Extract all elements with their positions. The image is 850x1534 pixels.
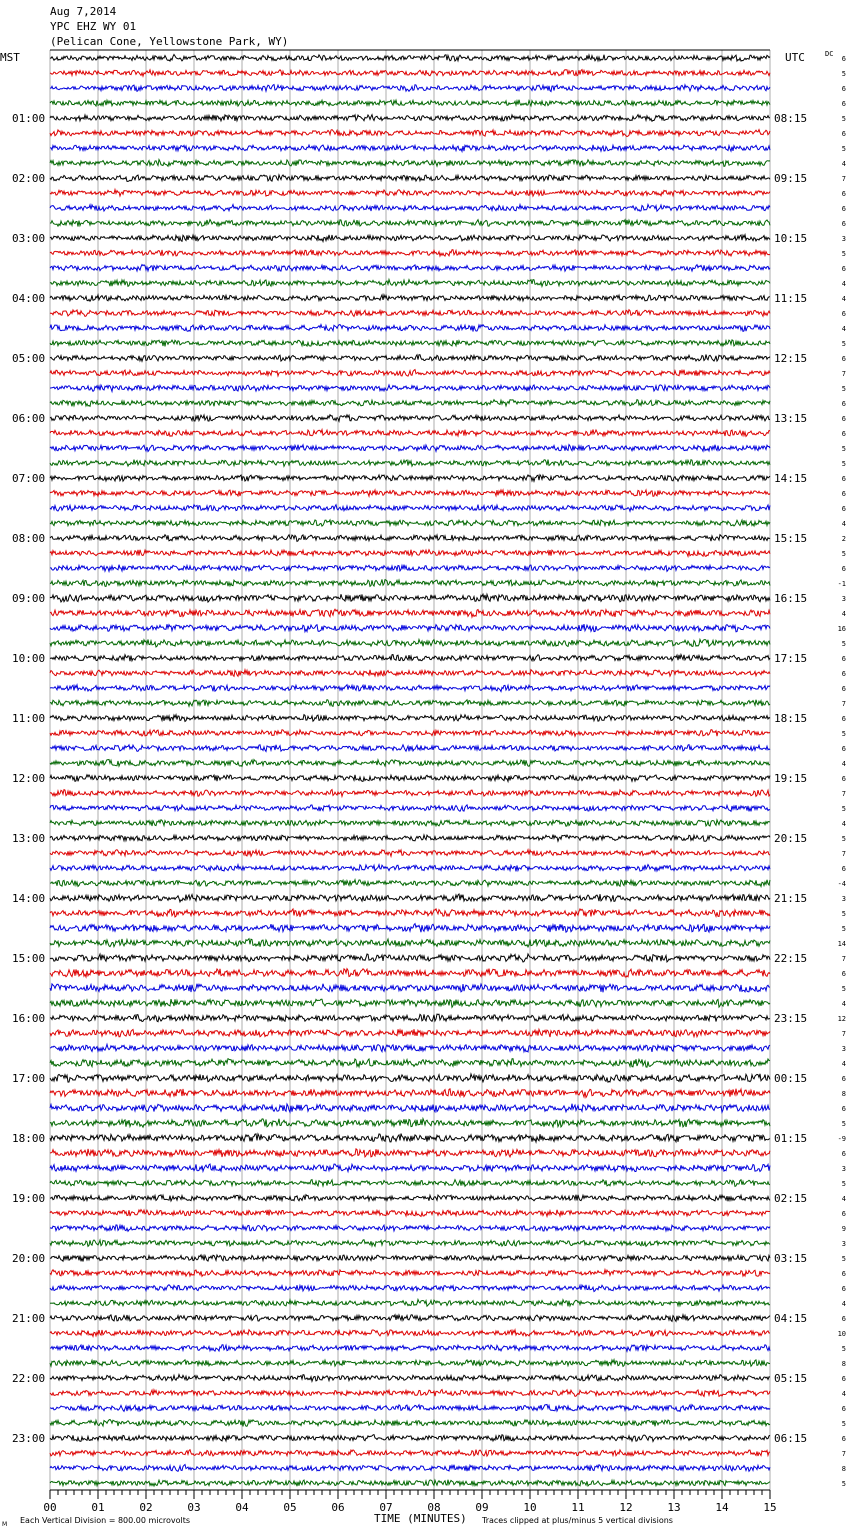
seismic-trace [50,1480,770,1487]
dc-offset-value: 9 [841,1225,846,1233]
dc-offset-value: 6 [841,1285,846,1293]
station-code: YPC EHZ WY 01 [50,20,137,33]
x-tick-label: 14 [715,1501,729,1514]
seismic-trace [50,490,770,496]
dc-offset-value: 16 [837,625,846,633]
mst-axis-label: MST [0,51,20,64]
x-axis-title: TIME (MINUTES) [374,1512,467,1525]
seismic-trace [50,609,770,617]
x-tick-label: 15 [763,1501,777,1514]
seismic-trace [50,745,770,752]
dc-offset-value: 10 [837,1330,846,1338]
seismic-trace [50,655,770,662]
dc-offset-value: 4 [841,325,846,333]
dc-offset-value: 6 [841,670,846,678]
mst-hour-label: 04:00 [12,292,46,305]
dc-offset-value: 5 [841,805,846,813]
dc-offset-value: 6 [841,565,846,573]
seismic-trace [50,790,770,797]
dc-offset-value: 6 [841,400,846,408]
seismic-trace [50,1089,770,1098]
mst-hour-label: 10:00 [12,652,46,665]
dc-offset-value: 3 [841,1240,846,1248]
dc-offset-value: 5 [841,115,846,123]
seismic-traces [50,55,770,1487]
dc-offset-value: 5 [841,460,846,468]
chart-date: Aug 7,2014 [50,5,117,18]
vertical-division-note: Each Vertical Division = 800.00 microvolts [20,1516,191,1525]
dc-offset-value: 6 [841,355,846,363]
dc-offset-value: 6 [841,1105,846,1113]
seismic-trace [50,385,770,392]
dc-offset-value: 5 [841,445,846,453]
dc-offset-value: 4 [841,295,846,303]
mst-hour-label: 09:00 [12,592,46,605]
seismic-trace [50,954,770,962]
dc-offset-value: 6 [841,1150,846,1158]
seismic-trace [50,1270,770,1277]
seismic-trace [50,1315,770,1322]
mst-hour-label: 22:00 [12,1372,46,1385]
utc-hour-label: 10:15 [774,232,808,245]
seismic-trace [50,400,770,407]
dc-offset-value: 7 [841,1450,846,1458]
dc-offset-value: 6 [841,85,846,93]
dc-offset-value: 5 [841,385,846,393]
seismic-trace [50,1240,770,1247]
mst-hour-label: 11:00 [12,712,46,725]
dc-offset-value: 4 [841,160,846,168]
dc-offset-value: 5 [841,145,846,153]
seismic-trace [50,1435,770,1442]
mst-hour-label: 17:00 [12,1072,46,1085]
seismic-trace [50,190,770,197]
seismic-trace [50,865,770,872]
dc-offset-value: 5 [841,1255,846,1263]
dc-offset-value: 3 [841,1045,846,1053]
seismic-trace [50,430,770,437]
utc-hour-label: 01:15 [774,1132,808,1145]
x-tick-label: 09 [475,1501,489,1514]
utc-hour-label: 14:15 [774,472,808,485]
seismic-trace [50,280,770,287]
dc-offset-value: 6 [841,265,846,273]
dc-offset-value: 3 [841,1165,846,1173]
x-tick-label: 02 [139,1501,153,1514]
seismic-trace [50,715,770,722]
seismic-trace [50,939,770,947]
seismic-trace [50,1285,770,1292]
utc-hour-label: 11:15 [774,292,808,305]
dc-offset-value: 7 [841,790,846,798]
dc-offset-value: -4 [837,880,846,888]
time-axis [43,1490,776,1514]
seismic-trace [50,1255,770,1262]
seismic-trace [50,115,770,122]
utc-hour-label: 05:15 [774,1372,808,1385]
seismic-trace [50,730,770,737]
dc-offset-value: 3 [841,235,846,243]
seismic-trace [50,1119,770,1128]
mst-hour-label: 05:00 [12,352,46,365]
mst-hour-label: 02:00 [12,172,46,185]
x-tick-label: 11 [571,1501,585,1514]
seismic-trace [50,100,770,106]
mst-hour-label: 01:00 [12,112,46,125]
dc-offset-value: 7 [841,850,846,858]
seismic-trace [50,1044,770,1052]
seismic-trace [50,1450,770,1457]
seismic-trace [50,325,770,332]
seismic-trace [50,550,770,557]
mst-hour-label: 06:00 [12,412,46,425]
seismic-trace [50,850,770,857]
seismic-trace [50,924,770,933]
dc-offset-value: 8 [841,1090,846,1098]
seismic-trace [50,894,770,902]
x-tick-label: 05 [283,1501,297,1514]
seismic-trace [50,805,770,812]
seismic-trace [50,685,770,692]
dc-offset-value: 7 [841,1030,846,1038]
seismic-trace [50,535,770,542]
dc-offset-value: 5 [841,1480,846,1488]
dc-offset-value: 6 [841,1405,846,1413]
dc-offset-value: 5 [841,1120,846,1128]
dc-offset-value: 4 [841,610,846,618]
seismic-trace [50,594,770,602]
dc-offset-value: 5 [841,550,846,558]
seismic-trace [50,624,770,632]
seismic-trace [50,70,770,77]
x-tick-label: 03 [187,1501,201,1514]
seismic-trace [50,220,770,227]
x-tick-label: 00 [43,1501,57,1514]
seismic-trace [50,880,770,887]
utc-hour-label: 23:15 [774,1012,808,1025]
dc-offset-value: 4 [841,760,846,768]
dc-offset-value: 6 [841,775,846,783]
dc-offset-value: 6 [841,1375,846,1383]
seismic-trace [50,340,770,347]
seismic-trace [50,235,770,242]
seismic-trace [50,1465,770,1472]
seismic-trace [50,640,770,648]
seismic-trace [50,1134,770,1142]
seismic-trace [50,1210,770,1217]
seismic-trace [50,1195,770,1202]
clipping-note: Traces clipped at plus/minus 5 vertical divisions [482,1516,673,1525]
x-tick-label: 01 [91,1501,105,1514]
x-tick-label: 13 [667,1501,681,1514]
dc-offset-value: 6 [841,220,846,228]
seismic-trace [50,145,770,152]
mst-hour-label: 23:00 [12,1432,46,1445]
dc-offset-value: 6 [841,100,846,108]
mst-hour-label: 14:00 [12,892,46,905]
dc-offset-value: 5 [841,340,846,348]
dc-offset-value: -1 [837,580,846,588]
dc-offset-value: 5 [841,925,846,933]
dc-offset-value: 4 [841,520,846,528]
dc-offset-value: 6 [841,475,846,483]
seismic-trace [50,1104,770,1113]
x-tick-label: 10 [523,1501,537,1514]
dc-offset-value: 3 [841,595,846,603]
seismic-trace [50,1345,770,1351]
dc-offset-value: 5 [841,1180,846,1188]
dc-offset-value: 4 [841,1000,846,1008]
seismic-trace [50,1300,770,1307]
dc-offset-value: 6 [841,415,846,423]
utc-hour-label: 12:15 [774,352,808,365]
seismic-trace [50,670,770,677]
seismic-trace [50,1360,770,1367]
x-tick-label: 04 [235,1501,249,1514]
x-tick-label: 06 [331,1501,345,1514]
seismic-trace [50,175,770,182]
dc-offset-value: 6 [841,970,846,978]
seismic-trace [50,1014,770,1022]
seismic-trace [50,969,770,978]
dc-offset-value: 6 [841,505,846,513]
utc-hour-label: 15:15 [774,532,808,545]
seismic-trace [50,1420,770,1427]
dc-offset-value: 5 [841,985,846,993]
seismic-trace [50,415,770,421]
dc-offset-value: 6 [841,310,846,318]
dc-offset-value: 4 [841,1195,846,1203]
dc-offset-value: 6 [841,205,846,213]
dc-offset-value: 8 [841,1465,846,1473]
mst-hour-label: 15:00 [12,952,46,965]
dc-offset-value: 6 [841,1075,846,1083]
utc-hour-label: 18:15 [774,712,808,725]
utc-hour-label: 00:15 [774,1072,808,1085]
dc-offset-value: 6 [841,430,846,438]
seismic-trace [50,205,770,212]
dc-offset-value: 7 [841,955,846,963]
dc-offset-value: 2 [841,535,846,543]
dc-offset-value: 6 [841,865,846,873]
utc-hour-label: 17:15 [774,652,808,665]
seismic-trace [50,909,770,917]
dc-offset-value: 8 [841,1360,846,1368]
dc-offset-value: 5 [841,250,846,258]
seismic-trace [50,565,770,572]
dc-offset-value: 5 [841,1420,846,1428]
mst-hour-label: 16:00 [12,1012,46,1025]
dc-offset-value: 6 [841,715,846,723]
mst-hour-label: 03:00 [12,232,46,245]
seismic-trace [50,1225,770,1232]
seismic-trace [50,445,770,452]
seismic-trace [50,820,770,826]
mst-hour-label: 18:00 [12,1132,46,1145]
dc-offset-value: 5 [841,70,846,78]
seismic-trace [50,1059,770,1067]
x-tick-label: 08 [427,1501,441,1514]
dc-offset-value: -9 [837,1135,846,1143]
utc-hour-label: 19:15 [774,772,808,785]
seismic-trace [50,250,770,256]
mst-hour-label: 21:00 [12,1312,46,1325]
dc-offset-value: 4 [841,1390,846,1398]
seismic-trace [50,700,770,707]
utc-hour-label: 16:15 [774,592,808,605]
seismic-trace [50,85,770,92]
mst-hour-label: 07:00 [12,472,46,485]
corner-mark: M [2,1521,8,1528]
seismic-trace [50,295,770,301]
mst-hour-label: 20:00 [12,1252,46,1265]
seismic-trace [50,460,770,467]
seismic-trace [50,310,770,317]
seismic-trace [50,160,770,167]
seismic-trace [50,1390,770,1397]
seismic-trace [50,775,770,782]
dc-offset-value: 6 [841,655,846,663]
utc-hour-label: 02:15 [774,1192,808,1205]
dc-offset-value: 12 [837,1015,846,1023]
seismic-trace [50,1029,770,1037]
utc-axis-label: UTC [785,51,805,64]
utc-hour-label: 13:15 [774,412,808,425]
utc-hour-label: 20:15 [774,832,808,845]
dc-offset-value: 4 [841,1060,846,1068]
seismic-trace [50,505,770,512]
dc-offset-value: 6 [841,55,846,63]
dc-offset-value: 6 [841,1315,846,1323]
seismic-trace [50,130,770,137]
seismic-trace [50,835,770,842]
dc-column-label: DC [825,50,834,58]
dc-offset-value: 4 [841,820,846,828]
seismic-trace [50,1330,770,1337]
seismic-trace [50,265,770,272]
dc-offset-value: 5 [841,835,846,843]
mst-hour-label: 13:00 [12,832,46,845]
seismic-trace [50,370,770,377]
seismic-trace [50,1074,770,1082]
utc-hour-label: 03:15 [774,1252,808,1265]
dc-offset-value: 6 [841,490,846,498]
seismic-trace [50,579,770,586]
seismic-trace [50,355,770,362]
dc-offset-value: 7 [841,175,846,183]
utc-hour-label: 06:15 [774,1432,808,1445]
mst-hour-label: 19:00 [12,1192,46,1205]
dc-offset-value: 7 [841,700,846,708]
dc-offset-value: 6 [841,130,846,138]
seismic-trace [50,984,770,993]
dc-offset-value: 6 [841,745,846,753]
seismic-trace [50,1375,770,1382]
seismic-trace [50,1405,770,1412]
seismic-trace [50,1164,770,1172]
dc-offset-value: 6 [841,1435,846,1443]
utc-hour-label: 21:15 [774,892,808,905]
seismic-trace [50,760,770,767]
dc-offset-value: 6 [841,1270,846,1278]
dc-offset-value: 5 [841,730,846,738]
dc-offset-value: 4 [841,280,846,288]
utc-hour-label: 09:15 [774,172,808,185]
mst-hour-label: 12:00 [12,772,46,785]
utc-hour-label: 22:15 [774,952,808,965]
dc-offset-value: 14 [837,940,846,948]
dc-offset-value: 5 [841,640,846,648]
seismic-trace [50,55,770,62]
dc-offset-value: 3 [841,895,846,903]
dc-offset-value: 6 [841,1210,846,1218]
seismic-trace [50,1180,770,1187]
dc-offset-value: 5 [841,1345,846,1353]
dc-offset-value: 6 [841,685,846,693]
seismic-trace [50,520,770,526]
seismic-trace [50,475,770,481]
dc-offset-value: 7 [841,370,846,378]
x-tick-label: 07 [379,1501,393,1514]
station-location: (Pelican Cone, Yellowstone Park, WY) [50,35,289,48]
dc-offset-value: 4 [841,1300,846,1308]
seismic-trace [50,1149,770,1157]
dc-offset-value: 6 [841,190,846,198]
utc-hour-label: 08:15 [774,112,808,125]
seismic-trace [50,999,770,1007]
mst-hour-label: 08:00 [12,532,46,545]
utc-hour-label: 04:15 [774,1312,808,1325]
x-tick-label: 12 [619,1501,633,1514]
dc-offset-value: 5 [841,910,846,918]
